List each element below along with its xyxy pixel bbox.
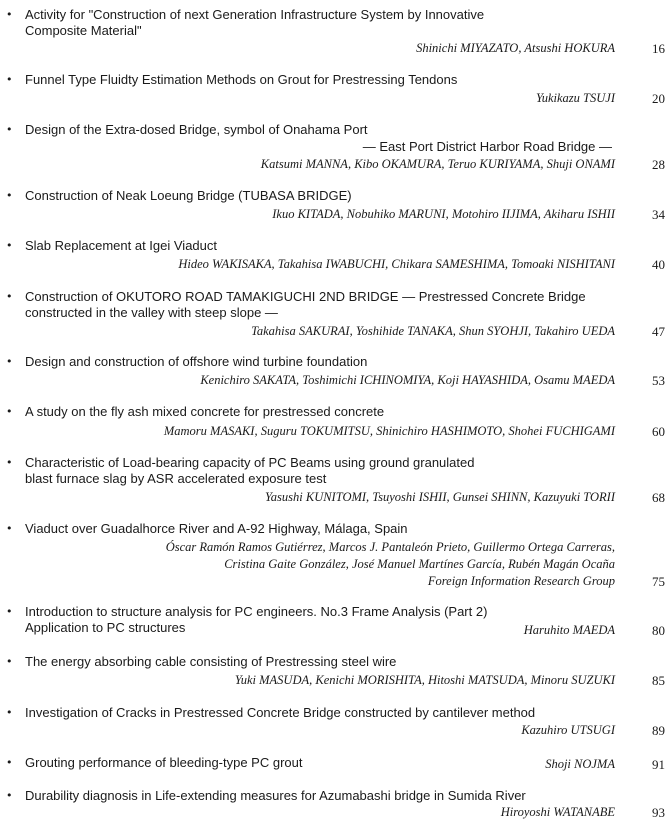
entry-title[interactable] — [25, 72, 625, 88]
bullet-icon: • — [6, 456, 13, 469]
page-number: 16 — [652, 41, 665, 56]
entry-title[interactable] — [25, 654, 625, 670]
page-number: 28 — [652, 157, 665, 172]
entry-title[interactable] — [25, 755, 625, 771]
title-line: Activity for "Construction of next Generation Infrastructure System by Innovative — [25, 7, 485, 22]
author-line: Yasushi KUNITOMI, Tsuyoshi ISHII, Gunsei SHINN, Kazuyuki TORII — [264, 490, 615, 504]
entry-authors — [272, 206, 615, 223]
bullet-icon: • — [6, 522, 13, 535]
entry-title[interactable] — [25, 7, 625, 39]
entry-subtitle: — East Port District Harbor Road Bridge — — [362, 139, 612, 154]
title-line: Composite Material" — [25, 23, 142, 38]
page-number: 47 — [652, 324, 665, 339]
entry-title[interactable] — [25, 122, 625, 138]
entry-authors — [251, 323, 615, 340]
entry-authors — [261, 156, 615, 173]
entry-authors — [178, 256, 615, 273]
author-line: Hiroyoshi WATANABE — [500, 805, 615, 819]
page-number: 80 — [652, 623, 665, 638]
author-line: Kenichiro SAKATA, Toshimichi ICHINOMIYA, Koji HAYASHIDA, Osamu MAEDA — [200, 373, 615, 387]
bullet-icon: • — [6, 189, 13, 202]
title-line: blast furnace slag by ASR accelerated exposure test — [25, 471, 327, 486]
page-number: 34 — [652, 207, 665, 222]
bullet-icon: • — [6, 405, 13, 418]
title-line: Design of the Extra-dosed Bridge, symbol of Onahama Port — [25, 122, 368, 137]
entry-authors — [545, 756, 615, 773]
entry-authors — [416, 40, 615, 57]
title-line: Viaduct over Guadalhorce River and A-92 Highway, Málaga, Spain — [25, 521, 408, 536]
title-line: Investigation of Cracks in Prestressed Concrete Bridge constructed by cantilever method — [25, 705, 536, 720]
page-number: 93 — [652, 805, 665, 820]
entry-title[interactable] — [25, 404, 625, 420]
author-line: Yuki MASUDA, Kenichi MORISHITA, Hitoshi MATSUDA, Minoru SUZUKI — [234, 673, 615, 687]
author-line: Shinichi MIYAZATO, Atsushi HOKURA — [416, 41, 615, 55]
bullet-icon: • — [6, 73, 13, 86]
entry-authors — [200, 372, 615, 389]
entry-title[interactable] — [25, 705, 625, 721]
author-line: Ikuo KITADA, Nobuhiko MARUNI, Motohiro IIJIMA, Akiharu ISHII — [272, 207, 615, 221]
title-line: Characteristic of Load-bearing capacity of PC Beams using ground granulated — [25, 455, 475, 470]
title-line: Durability diagnosis in Life-extending measures for Azumabashi bridge in Sumida River — [25, 788, 526, 803]
title-line: Construction of Neak Loeung Bridge (TUBASA BRIDGE) — [25, 188, 352, 203]
bullet-icon: • — [6, 706, 13, 719]
title-line: A study on the fly ash mixed concrete for prestressed concrete — [25, 404, 385, 419]
entry-title[interactable] — [25, 455, 625, 487]
title-line: Introduction to structure analysis for PC engineers. No.3 Frame Analysis (Part 2) — [25, 604, 488, 619]
page-number: 40 — [652, 257, 665, 272]
title-line: constructed in the valley with steep slope — — [25, 305, 278, 320]
entry-title[interactable] — [25, 238, 625, 254]
entry-authors — [501, 804, 615, 821]
author-line: Óscar Ramón Ramos Gutiérrez, Marcos J. Pantaleón Prieto, Guillermo Ortega Carreras, — [165, 540, 615, 554]
bullet-icon: • — [6, 355, 13, 368]
bullet-icon: • — [6, 123, 13, 136]
bullet-icon: • — [6, 789, 13, 802]
title-line: Design and construction of offshore wind turbine foundation — [25, 354, 368, 369]
title-line: The energy absorbing cable consisting of Prestressing steel wire — [25, 654, 397, 669]
title-line: Grouting performance of bleeding-type PC grout — [25, 755, 303, 770]
author-line: Shoji NOJMA — [545, 757, 615, 771]
page-number: 89 — [652, 723, 665, 738]
entry-authors — [521, 722, 615, 739]
title-line: Funnel Type Fluidty Estimation Methods on Grout for Prestressing Tendons — [25, 72, 458, 87]
author-line: Hideo WAKISAKA, Takahisa IWABUCHI, Chikara SAMESHIMA, Tomoaki NISHITANI — [178, 257, 615, 271]
author-line: Kazuhiro UTSUGI — [521, 723, 615, 737]
entry-title[interactable] — [25, 521, 625, 537]
author-line: Takahisa SAKURAI, Yoshihide TANAKA, Shun SYOHJI, Takahiro UEDA — [251, 324, 615, 338]
page-number: 85 — [652, 673, 665, 688]
entry-authors — [166, 539, 615, 590]
page-number: 53 — [652, 373, 665, 388]
author-line: Cristina Gaite González, José Manuel Martínes García, Rubén Magán Ocaña — [224, 557, 615, 571]
bullet-icon: • — [6, 605, 13, 618]
entry-title[interactable] — [25, 788, 625, 804]
entry-authors — [235, 672, 615, 689]
author-line: Katsumi MANNA, Kibo OKAMURA, Teruo KURIYAMA, Shuji ONAMI — [260, 157, 615, 171]
page-number: 20 — [652, 91, 665, 106]
entry-authors — [164, 423, 615, 440]
entry-authors — [265, 489, 615, 506]
entry-title[interactable] — [25, 289, 625, 321]
entry-authors — [536, 90, 615, 107]
page-number: 68 — [652, 490, 665, 505]
bullet-icon: • — [6, 8, 13, 21]
author-line: Mamoru MASAKI, Suguru TOKUMITSU, Shinichiro HASHIMOTO, Shohei FUCHIGAMI — [163, 424, 615, 438]
page-number: 75 — [652, 574, 665, 589]
entry-title[interactable] — [25, 188, 625, 204]
author-line: Haruhito MAEDA — [523, 623, 615, 637]
research-group: Foreign Information Research Group — [427, 574, 615, 588]
entry-title[interactable] — [25, 354, 625, 370]
page-number: 60 — [652, 424, 665, 439]
bullet-icon: • — [6, 290, 13, 303]
bullet-icon: • — [6, 756, 13, 769]
bullet-icon: • — [6, 239, 13, 252]
bullet-icon: • — [6, 655, 13, 668]
title-line: Application to PC structures — [25, 620, 186, 635]
title-line: Construction of OKUTORO ROAD TAMAKIGUCHI 2ND BRIDGE — Prestressed Concrete Bridge — [25, 289, 586, 304]
author-line: Yukikazu TSUJI — [535, 91, 615, 105]
title-line: Slab Replacement at Igei Viaduct — [25, 238, 217, 253]
page-number: 91 — [652, 757, 665, 772]
entry-authors — [524, 622, 615, 639]
